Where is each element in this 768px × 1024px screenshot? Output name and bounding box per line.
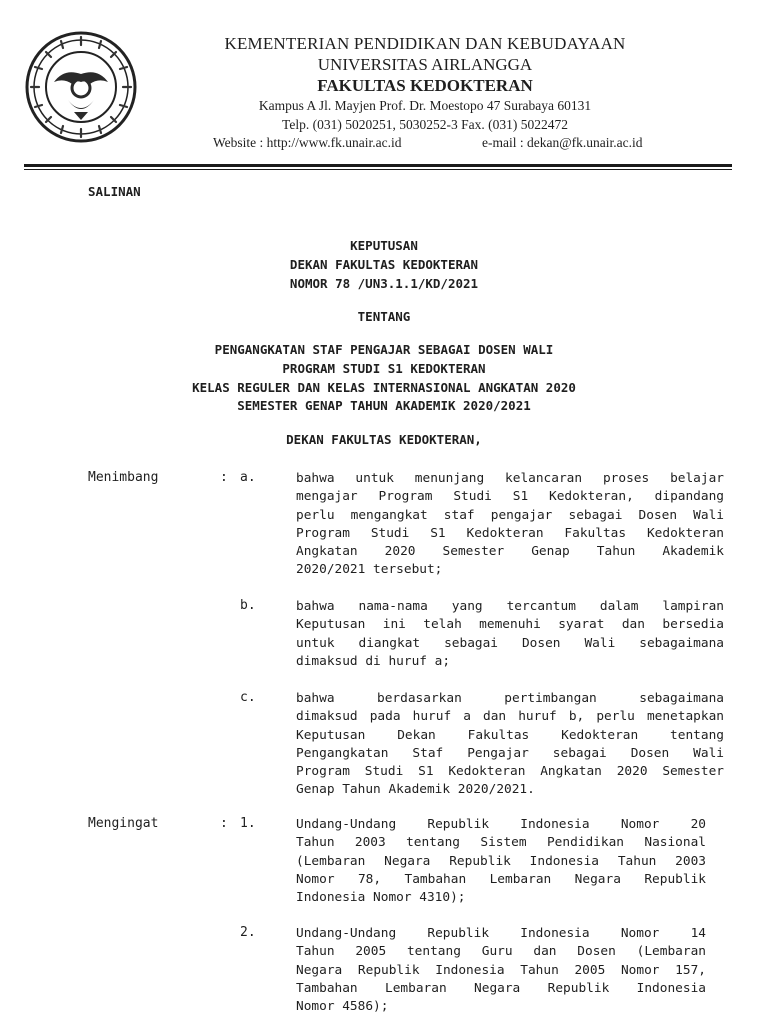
paragraph-line: Program Studi S1 Kedokteran Angkatan 2020 Semester [296,764,724,780]
paragraph-line: Tambahan Lembaran Negara Republik Indonesia [296,980,706,996]
paragraph-line: dimaksud di huruf a; [296,653,451,669]
paragraph-line: Tahun 2003 tentang Sistem Pendidikan Nasional [296,835,706,851]
recalling-item-marker: 1. [240,816,256,831]
decree-about-label: TENTANG [357,309,411,324]
decree-subject-line: SEMESTER GENAP TAHUN AKADEMIK 2020/2021 [237,398,531,413]
decree-issuer: DEKAN FAKULTAS KEDOKTERAN [289,257,479,272]
recalling-colon: : [220,816,228,831]
recalling-item-1 [296,816,706,907]
faculty-phone: Telp. (031) 5020251, 5030252-3 Fax. (031) 5022472 [282,117,568,132]
paragraph-line: Program Studi S1 Kedokteran Fakultas Kedokteran [296,525,724,541]
dean-heading: DEKAN FAKULTAS KEDOKTERAN, [286,432,482,447]
paragraph-line: bahwa nama-nama yang tercantum dalam lampiran [296,599,724,614]
paragraph-line: dimaksud pada huruf a dan huruf b, perlu menetapkan [296,709,724,725]
paragraph-line: (Lembaran Negara Republik Indonesia Tahun 2003 [296,853,706,869]
paragraph-line: Tahun 2005 tentang Guru dan Dosen (Lembaran [296,944,706,960]
paragraph-line: 2020/2021 tersebut; [296,562,443,578]
considering-item-marker: b. [240,598,256,613]
paragraph-line: Angkatan 2020 Semester Genap Tahun Akademik [296,544,724,560]
copy-stamp: SALINAN [88,184,141,199]
university-name: UNIVERSITAS AIRLANGGA [317,55,533,74]
faculty-website: Website : http://www.fk.unair.ac.id [213,135,402,150]
paragraph-line: Undang-Undang Republik Indonesia Nomor 20 [296,817,706,832]
recalling-item-2 [296,925,706,1016]
paragraph-line: mengajar Program Studi S1 Kedokteran, dipandang [296,489,724,505]
paragraph-line: bahwa untuk menunjang kelancaran proses belajar [296,471,724,486]
paragraph-line: Genap Tahun Akademik 2020/2021. [296,782,535,798]
paragraph-line: Undang-Undang Republik Indonesia Nomor 14 [296,926,706,941]
recalling-label: Mengingat [88,816,159,831]
paragraph-line: Keputusan Dekan Fakultas Kedokteran tentang [296,727,724,743]
considering-item-b [296,598,724,671]
faculty-email: e-mail : dekan@fk.unair.ac.id [482,135,643,150]
paragraph-line: Nomor 4586); [296,999,389,1015]
paragraph-line: Pengangkatan Staf Pengajar sebagai Dosen Wali [296,745,724,761]
considering-item-a [296,470,724,580]
university-seal-logo [24,30,138,144]
decree-number: NOMOR 78 /UN3.1.1/KD/2021 [289,276,479,291]
ministry-name: KEMENTERIAN PENDIDIKAN DAN KEBUDAYAAN [224,34,626,53]
recalling-item-marker: 2. [240,925,256,940]
paragraph-line: perlu mengangkat staf pengajar sebagai Dosen Wali [296,507,724,523]
considering-item-marker: c. [240,690,256,705]
letterhead-divider [24,164,732,167]
decree-subject-line: PROGRAM STUDI S1 KEDOKTERAN [282,361,486,376]
decree-title: KEPUTUSAN [350,238,418,253]
letterhead-divider-thin [24,169,732,170]
considering-colon: : [220,470,228,485]
considering-item-marker: a. [240,470,256,485]
paragraph-line: untuk diangkat sebagai Dosen Wali sebagaimana [296,635,724,651]
considering-item-c [296,690,724,800]
paragraph-line: Indonesia Nomor 4310); [296,890,466,906]
paragraph-line: Negara Republik Indonesia Tahun 2005 Nomor 157, [296,962,706,978]
considering-label: Menimbang [88,470,159,485]
decree-subject-line: PENGANGKATAN STAF PENGAJAR SEBAGAI DOSEN WALI [214,342,554,357]
decree-subject-line: KELAS REGULER DAN KELAS INTERNASIONAL ANGKATAN 2020 [192,380,576,395]
paragraph-line: Nomor 78, Tambahan Lembaran Negara Republik [296,871,706,887]
paragraph-line: Keputusan ini telah memenuhi syarat dan bersedia [296,617,724,633]
faculty-name: FAKULTAS KEDOKTERAN [317,76,533,95]
paragraph-line: bahwa berdasarkan pertimbangan sebagaimana [296,691,724,706]
faculty-address: Kampus A Jl. Mayjen Prof. Dr. Moestopo 47 Surabaya 60131 [258,98,592,113]
